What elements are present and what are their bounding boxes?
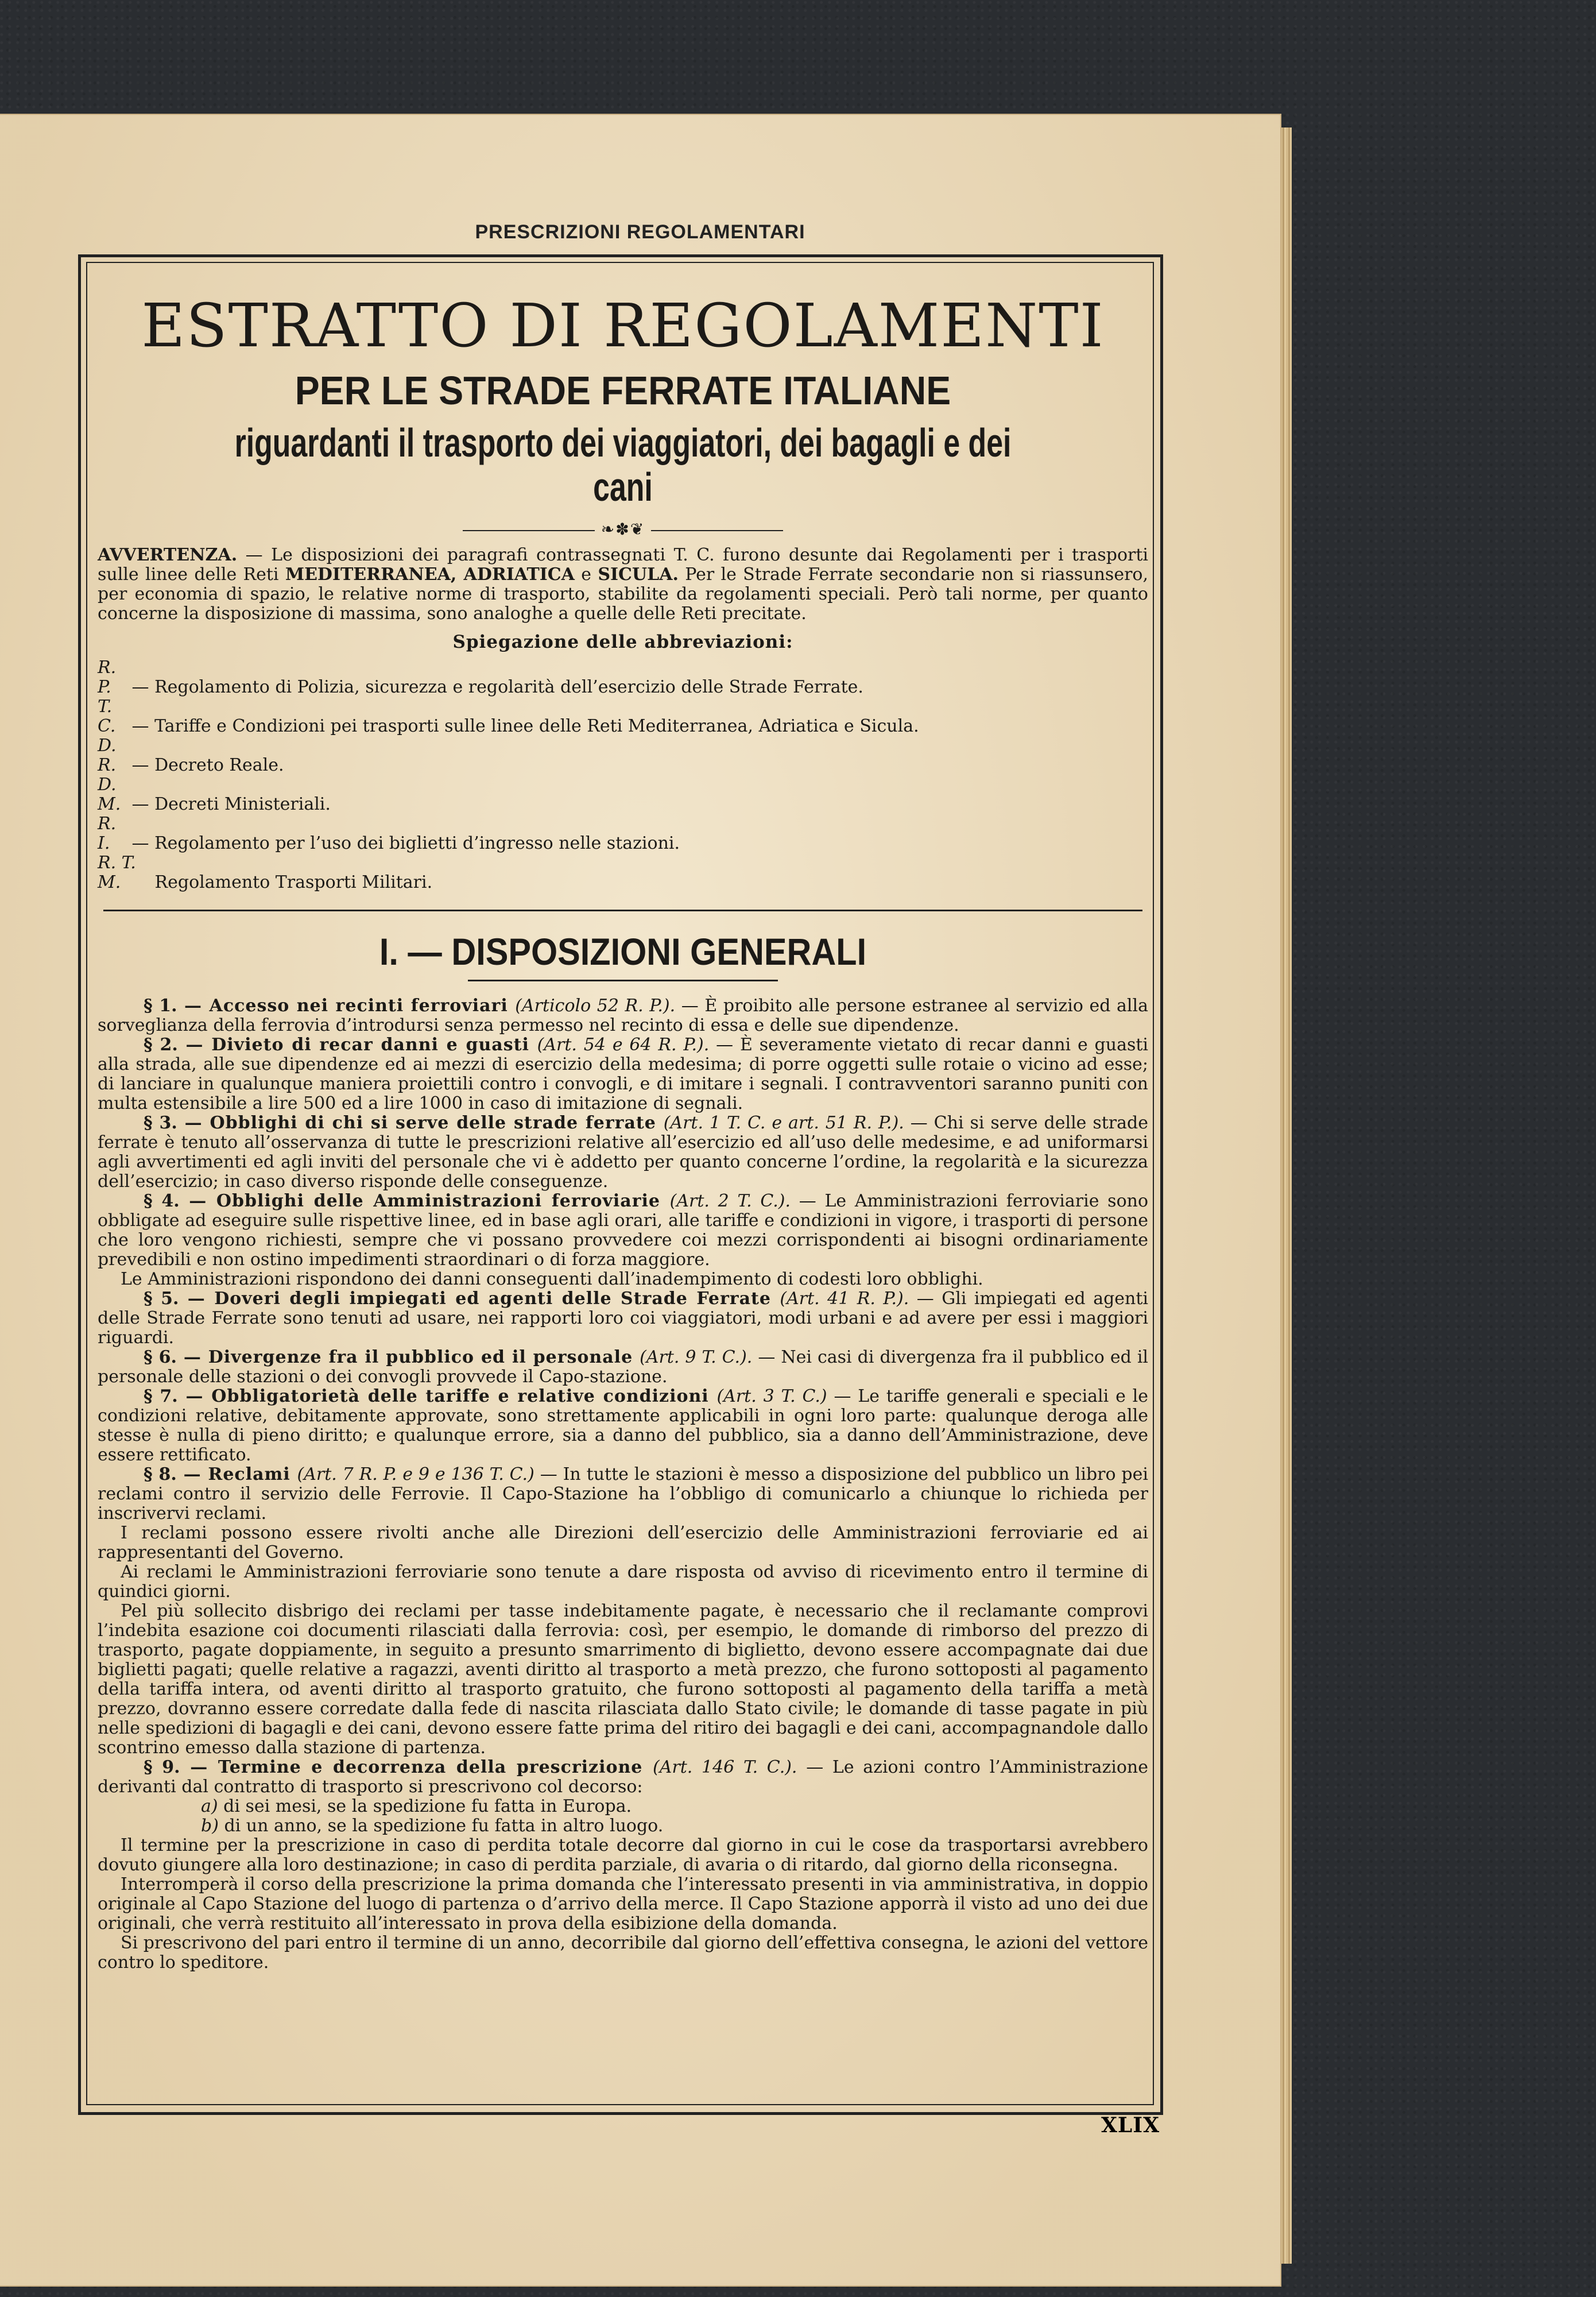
article-heading: — Obblighi delle Amministrazioni ferroviarie <box>179 1190 670 1211</box>
article-number: § 7. <box>144 1386 178 1406</box>
main-title: ESTRATTO DI REGOLAMENTI <box>141 291 1105 361</box>
section-title: I. — DISPOSIZIONI GENERALI <box>379 930 867 973</box>
subtitle: PER LE STRADE FERRATE ITALIANE <box>295 368 951 413</box>
article-text: — Chi si serve delle strade ferrate è tenuto all’osservanza di tutte le prescrizioni relative all’esercizio ed all’uso delle medesime, e ad uniformarsi agli avvertimenti ed agli inviti del personale che vi è addetto per quanto concerne l’ordine, la regolarità e la sicurezza dell’esercizio; in caso diverso risponde delle conseguenze. <box>98 1112 1148 1192</box>
item-text: di un anno, se la spedizione fu fatta in altro luogo. <box>218 1815 664 1836</box>
article-4-extra: Le Amministrazioni rispondono dei danni conseguenti dall’inadempimento di codesti loro obblighi. <box>121 1269 983 1289</box>
article-heading: — Termine e decorrenza della prescrizione <box>180 1757 653 1777</box>
abbreviation-key: R. T. M. <box>98 853 136 893</box>
article-text: — Nei casi di divergenza fra il pubblico ed il personale delle stazioni o dei convogli provvede il Capo-stazione. <box>98 1347 1149 1387</box>
abbreviation-text: Regolamento Trasporti Militari. <box>149 872 433 893</box>
abbreviation-text: — Decreti Ministeriali. <box>126 794 331 815</box>
avvertenza-text-2: Per le Strade Ferrate secondarie non si riassunsero, per economia di spazio, le relative norme di trasporto, stabilite da regolamenti speciali. Però tali norme, per quanto concerne la disposizione di massima, sono analoghe a quelle delle Reti precitate. <box>98 564 1149 624</box>
abbreviation-item <box>98 853 1148 892</box>
article-heading: — Obbligatorietà delle tariffe e relative condizioni <box>177 1386 717 1406</box>
article-text: — Le azioni contro l’Amministrazione derivanti dal contratto di trasporto si prescrivono col decorso: <box>98 1757 1149 1797</box>
abbreviation-key: T. C. <box>98 697 116 737</box>
article-text: — Le tariffe generali e speciali e le condizioni relative, debitamente approvate, sono strettamente applicabili in ogni loro parte: qualunque deroga alle stesse è nulla di pieno diritto; e qualunque errore, sia a danno del pubblico, sia a danno dell’Amministrazione, deve essere rettificato. <box>98 1386 1149 1465</box>
avvertenza-label: AVVERTENZA. <box>98 545 238 566</box>
article-9-item <box>201 1816 1148 1836</box>
article-8-paragraph: Pel più sollecito disbrigo dei reclami per tasse indebitamente pagate, è necessario che il reclamante comprovi l’indebita esazione coi documenti rilasciati dalla ferrovia: così, per esempio, le domande di rimborso del prezzo di trasporto, pagate doppiamente, in seguito a presunto smarrimento di biglietto, devono essere accompagnate dai due biglietti pagati; quelle relative a ragazzi, aventi diritto al trasporto a metà prezzo, che furono sottoposti al pagamento della tariffa intera, od aventi diritto al trasporto gratuito, che furono sottoposti al pagamento della tariffa a metà prezzo, dovranno essere corredate dalla fede di nascita rilasciata dallo Stato civile; le domande di tasse pagate in più nelle spedizioni di bagagli e dei cani, devono essere fatte prima del ritiro dei bagagli e dei cani, accompagnandole dallo scontrino emesso dalla stazione di partenza. <box>98 1600 1148 1758</box>
avvertenza-and: e <box>574 564 598 585</box>
running-header: PRESCRIZIONI REGOLAMENTARI <box>475 221 805 243</box>
abbreviation-item <box>98 775 1148 814</box>
article-reference: (Art. 3 T. C.) <box>716 1386 827 1406</box>
divider-rule <box>103 910 1142 911</box>
abbreviation-key: R. I. <box>98 814 117 854</box>
abbreviation-text: — Tariffe e Condizioni pei trasporti sulle linee delle Reti Mediterranea, Adriatica e Sicula. <box>126 716 919 737</box>
abbreviations-heading: Spiegazione delle abbreviazioni: <box>452 632 793 653</box>
articles <box>98 996 1148 1973</box>
abbreviation-key: R. P. <box>98 658 117 698</box>
article-7 <box>98 1387 1148 1465</box>
abbreviations-list <box>98 658 1148 892</box>
article-heading: — Obblighi di chi si serve delle strade ferrate <box>177 1112 664 1133</box>
article-heading: — Divieto di recar danni e guasti <box>177 1034 537 1055</box>
article-8 <box>98 1465 1148 1523</box>
avvertenza-paragraph <box>98 546 1148 624</box>
article-1 <box>98 996 1148 1035</box>
abbreviation-key: D. M. <box>98 775 121 815</box>
item-key: a) <box>201 1796 218 1816</box>
article-reference: (Articolo 52 R. P.). <box>515 995 676 1016</box>
article-6 <box>98 1348 1148 1387</box>
abbreviation-item <box>98 658 1148 697</box>
article-text: — Le Amministrazioni ferroviarie sono obbligate ad eseguire sulle rispettive linee, ed in base agli orari, alle tariffe e condizioni in vigore, i trasporti di persone che loro vengono richiesti, sempre che vi possano provvedere coi mezzi corrispondenti ai bisogni ordinariamente prevedibili e non ostino impedimenti straordinari o di forza maggiore. <box>98 1190 1149 1270</box>
article-9-paragraph: Interromperà il corso della prescrizione la prima domanda che l’interessato presenti in via amministrativa, in doppio originale al Capo Stazione del luogo di partenza o d’arrivo della merce. Il Capo Stazione apporrà il visto ad uno dei due originali, che verrà restituito all’interessato in prova della esibizione della domanda. <box>98 1874 1148 1933</box>
abbreviation-item <box>98 814 1148 853</box>
article-number: § 1. <box>144 995 177 1016</box>
article-heading: — Doveri degli impiegati ed agenti delle Strade Ferrate <box>179 1288 780 1309</box>
article-text: — In tutte le stazioni è messo a disposizione del pubblico un libro pei reclami contro il servizio delle Ferrovie. Il Capo-Stazione ha l’obbligo di comunicarlo a chiunque lo richieda per inscrivervi reclami. <box>98 1464 1148 1523</box>
article-3 <box>98 1113 1148 1192</box>
article-reference: (Art. 9 T. C.). <box>640 1347 753 1367</box>
article-4 <box>98 1192 1148 1270</box>
article-8-paragraph: Ai reclami le Amministrazioni ferroviarie sono tenute a dare risposta od avviso di ricevimento entro il termine di quindici giorni. <box>98 1561 1148 1602</box>
section-underline <box>468 980 778 981</box>
article-text: — Gli impiegati ed agenti delle Strade Ferrate sono tenuti ad usare, nei rapporti loro coi viaggiatori, modi urbani e ad avere per essi i maggiori riguardi. <box>98 1288 1149 1348</box>
article-reference: (Art. 1 T. C. e art. 51 R. P.). <box>663 1112 904 1133</box>
article-number: § 9. <box>144 1757 180 1777</box>
article-number: § 6. <box>144 1347 177 1367</box>
article-number: § 2. <box>144 1034 178 1055</box>
article-9-item <box>201 1797 1148 1816</box>
subtitle-2: riguardanti il trasporto dei viaggiatori, dei bagagli e dei cani <box>234 420 1012 510</box>
avvertenza-text-1: — Le disposizioni dei paragrafi contrassegnati T. C. furono desunte dai Regolamenti per i trasporti sulle linee delle Reti <box>98 545 1148 585</box>
article-8-paragraph: I reclami possono essere rivolti anche alle Direzioni dell’esercizio delle Amministrazioni ferroviarie ed ai rappresentanti del Governo. <box>98 1522 1148 1563</box>
article-text: — È severamente vietato di recar danni e guasti alla strada, alle sue dipendenze ed ai mezzi di esercizio della medesima; di porre oggetti sulle rotaie o vicino ad esse; di lanciare in qualunque maniera proiettili contro i convogli, e di imitare i segnali. I contravventori saranno puniti con multa estensibile a lire 500 ed a lire 1000 in caso di imitazione di segnali. <box>98 1034 1149 1113</box>
article-number: § 3. <box>144 1112 177 1133</box>
abbreviation-item <box>98 697 1148 736</box>
article-reference: (Art. 41 R. P.). <box>780 1288 909 1309</box>
article-heading: — Reclami <box>176 1464 297 1484</box>
abbreviation-item <box>98 736 1148 775</box>
article-2 <box>98 1035 1148 1113</box>
article-text: — È proibito alle persone estranee al servizio ed alla sorveglianza della ferrovia d’introdursi senza permesso nel recinto di essa e delle sue dipendenze. <box>98 995 1149 1035</box>
article-5 <box>98 1289 1148 1348</box>
article-reference: (Art. 2 T. C.). <box>669 1190 791 1211</box>
article-9-paragraph: Si prescrivono del pari entro il termine di un anno, decorribile dal giorno dell’effettiva consegna, le azioni del vettore contro lo speditore. <box>98 1932 1148 1973</box>
abbreviation-text: — Regolamento per l’uso dei biglietti d’ingresso nelle stazioni. <box>126 833 680 854</box>
article-reference: (Art. 7 R. P. e 9 e 136 T. C.) <box>297 1464 534 1484</box>
article-9 <box>98 1758 1148 1797</box>
abbreviation-text: — Decreto Reale. <box>126 755 284 776</box>
article-9-paragraph: Il termine per la prescrizione in caso di perdita totale decorre dal giorno in cui le cose da trasportarsi avrebbero dovuto giungere alla loro destinazione; in caso di perdita parziale, di avaria o di ritardo, dal giorno della riconsegna. <box>98 1835 1148 1875</box>
article-number: § 8. <box>144 1464 177 1484</box>
article-heading: — Divergenze fra il pubblico ed il personale <box>176 1347 640 1367</box>
article-number: § 4. <box>144 1190 180 1211</box>
ornament-divider: ❧✽❦ <box>98 520 1148 539</box>
page-number: XLIX <box>1101 2113 1160 2137</box>
article-reference: (Art. 146 T. C.). <box>653 1757 797 1777</box>
item-text: di sei mesi, se la spedizione fu fatta in Europa. <box>218 1796 632 1816</box>
article-number: § 5. <box>144 1288 179 1309</box>
abbreviation-key: D. R. <box>98 736 117 776</box>
page-content <box>98 293 1148 1973</box>
article-reference: (Art. 54 e 64 R. P.). <box>537 1034 710 1055</box>
abbreviation-text: — Regolamento di Polizia, sicurezza e regolarità dell’esercizio delle Strade Ferrate. <box>126 677 863 698</box>
reti-names: MEDITERRANEA, ADRIATICA <box>285 564 575 585</box>
article-heading: — Accesso nei recinti ferroviari <box>177 995 516 1016</box>
item-key: b) <box>201 1815 219 1836</box>
sicula-name: SICULA. <box>598 564 679 585</box>
